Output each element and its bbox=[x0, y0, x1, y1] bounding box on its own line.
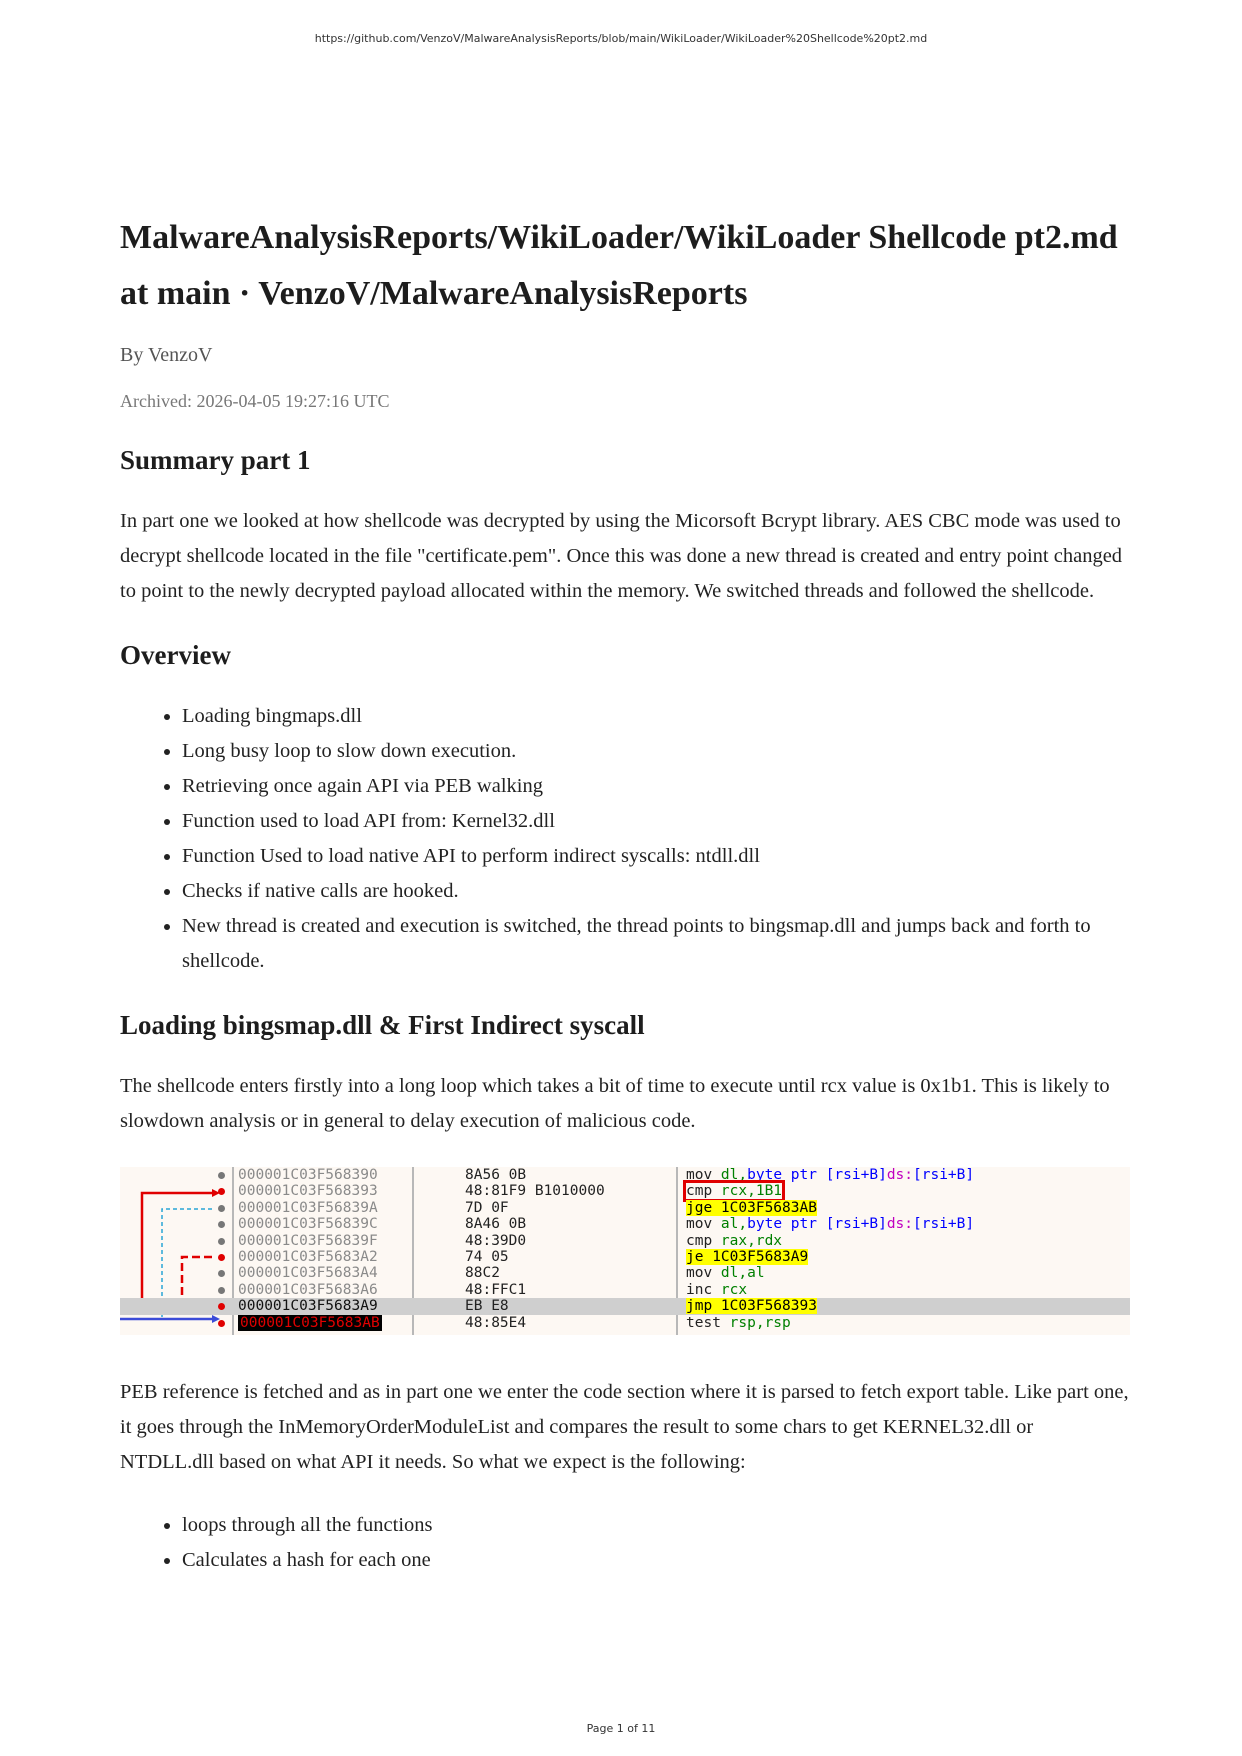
disassembly-row bbox=[120, 1282, 1130, 1298]
disassembly-instruction: test rsp,rsp bbox=[686, 1314, 791, 1331]
disassembly-instruction: mov al,byte ptr [rsi+B]ds:[rsi+B] bbox=[686, 1216, 975, 1233]
disassembly-row bbox=[120, 1265, 1130, 1281]
disassembly-instruction: inc rcx bbox=[686, 1281, 748, 1298]
disassembly-row bbox=[120, 1183, 1130, 1199]
overview-list bbox=[120, 699, 1130, 979]
disassembly-address: 000001C03F5683A9 bbox=[238, 1298, 378, 1315]
byline: By VenzoV bbox=[120, 344, 213, 366]
disassembly-instruction: jge 1C03F5683AB bbox=[686, 1199, 817, 1216]
disassembly-address: 000001C03F5683A6 bbox=[238, 1281, 378, 1298]
disassembly-row bbox=[120, 1200, 1130, 1216]
disassembly-instruction: je 1C03F5683A9 bbox=[686, 1249, 809, 1265]
disassembly-instruction: mov dl,al bbox=[686, 1265, 765, 1282]
article bbox=[120, 210, 1130, 1606]
disassembly-address: 000001C03F56839C bbox=[238, 1216, 378, 1233]
list-item: • loops through all the functions bbox=[182, 1508, 1130, 1543]
disassembly-row bbox=[120, 1298, 1130, 1314]
breakpoint-dot-icon bbox=[218, 1254, 225, 1261]
disassembly-instruction: mov dl,byte ptr [rsi+B]ds:[rsi+B] bbox=[686, 1167, 975, 1183]
disassembly-bytes: 8A46 0B bbox=[465, 1216, 527, 1233]
overview-heading: Overview bbox=[120, 640, 231, 670]
disassembly-bytes: 7D 0F bbox=[465, 1199, 509, 1216]
breakpoint-dot-icon bbox=[218, 1205, 225, 1212]
breakpoint-dot-icon bbox=[218, 1303, 225, 1310]
disassembly-address: 000001C03F56839F bbox=[238, 1232, 378, 1249]
list-item: • Retrieving once again API via PEB walking bbox=[182, 769, 1130, 804]
page-title: MalwareAnalysisReports/WikiLoader/WikiLoader Shellcode pt2.md at main · VenzoV/MalwareAnalysisReports bbox=[120, 219, 1118, 312]
disassembly-row bbox=[120, 1167, 1130, 1183]
list-item: • Function Used to load native API to perform indirect syscalls: ntdll.dll bbox=[182, 839, 1130, 874]
breakpoint-dot-icon bbox=[218, 1221, 225, 1228]
list-item: • Loading bingmaps.dll bbox=[182, 699, 1130, 734]
disassembly-address: 000001C03F568390 bbox=[238, 1167, 378, 1183]
disassembly-screenshot bbox=[120, 1167, 1130, 1335]
disassembly-address: 000001C03F568393 bbox=[238, 1183, 378, 1200]
disassembly-address: 000001C03F56839A bbox=[238, 1199, 378, 1216]
disassembly-bytes: 8A56 0B bbox=[465, 1167, 527, 1183]
disassembly-instruction: jmp 1C03F568393 bbox=[686, 1298, 817, 1315]
disassembly-row bbox=[120, 1216, 1130, 1232]
list-item: • Checks if native calls are hooked. bbox=[182, 874, 1130, 909]
disassembly-bytes: 48:39D0 bbox=[465, 1232, 527, 1249]
breakpoint-dot-icon bbox=[218, 1172, 225, 1179]
list-item: • New thread is created and execution is switched, the thread points to bingsmap.dll and jumps back and forth to shellcode. bbox=[182, 909, 1130, 979]
breakpoint-dot-icon bbox=[218, 1270, 225, 1277]
disassembly-bytes: 48:81F9 B1010000 bbox=[465, 1183, 605, 1200]
loading-paragraph-1: The shellcode enters firstly into a long loop which takes a bit of time to execute until rcx value is 0x1b1. This is likely to slowdown analysis or in general to delay execution of malicious code. bbox=[120, 1075, 1110, 1132]
loading-heading: Loading bingsmap.dll & First Indirect syscall bbox=[120, 1010, 645, 1040]
breakpoint-dot-icon bbox=[218, 1238, 225, 1245]
disassembly-instruction: cmp rcx,1B1 bbox=[686, 1183, 783, 1200]
list-item: • Long busy loop to slow down execution. bbox=[182, 734, 1130, 769]
disassembly-row bbox=[120, 1249, 1130, 1265]
disassembly-bytes: 88C2 bbox=[465, 1265, 500, 1282]
summary-heading: Summary part 1 bbox=[120, 445, 311, 475]
loading-paragraph-2: PEB reference is fetched and as in part one we enter the code section where it is parsed to fetch export table. Like part one, it goes through the InMemoryOrderModuleList and compares the result to some chars to get KERNEL32.dll or NTDLL.dll based on what API it needs. So what we expect is the following: bbox=[120, 1381, 1129, 1473]
breakpoint-dot-icon bbox=[218, 1287, 225, 1294]
disassembly-address: 000001C03F5683AB bbox=[240, 1314, 380, 1331]
disassembly-address: 000001C03F5683A2 bbox=[238, 1249, 378, 1265]
disassembly-address: 000001C03F5683A4 bbox=[238, 1265, 378, 1282]
breakpoint-dot-icon bbox=[218, 1320, 225, 1327]
page-footer: Page 1 of 11 bbox=[586, 1722, 656, 1735]
list-item: • Function used to load API from: Kernel32.dll bbox=[182, 804, 1130, 839]
disassembly-row bbox=[120, 1315, 1130, 1331]
disassembly-bytes: 74 05 bbox=[465, 1249, 509, 1265]
breakpoint-dot-icon bbox=[218, 1188, 225, 1195]
disassembly-bytes: 48:FFC1 bbox=[465, 1281, 527, 1298]
header-url: https://github.com/VenzoV/MalwareAnalysisReports/blob/main/WikiLoader/WikiLoader%20Shellcode%20pt2.md bbox=[314, 32, 928, 45]
disassembly-instruction: cmp rax,rdx bbox=[686, 1232, 783, 1249]
disassembly-row bbox=[120, 1233, 1130, 1249]
list-item: • Calculates a hash for each one bbox=[182, 1543, 1130, 1578]
archived-timestamp: Archived: 2026-04-05 19:27:16 UTC bbox=[120, 391, 390, 411]
disassembly-bytes: 48:85E4 bbox=[465, 1314, 527, 1331]
loading-list bbox=[120, 1508, 1130, 1578]
disassembly-bytes: EB E8 bbox=[465, 1298, 509, 1315]
summary-paragraph: In part one we looked at how shellcode was decrypted by using the Micorsoft Bcrypt library. AES CBC mode was used to decrypt shellcode located in the file "certificate.pem". Once this was done a new thread is created and entry point changed to point to the newly decrypted payload allocated within the memory. We switched threads and followed the shellcode. bbox=[120, 510, 1123, 602]
